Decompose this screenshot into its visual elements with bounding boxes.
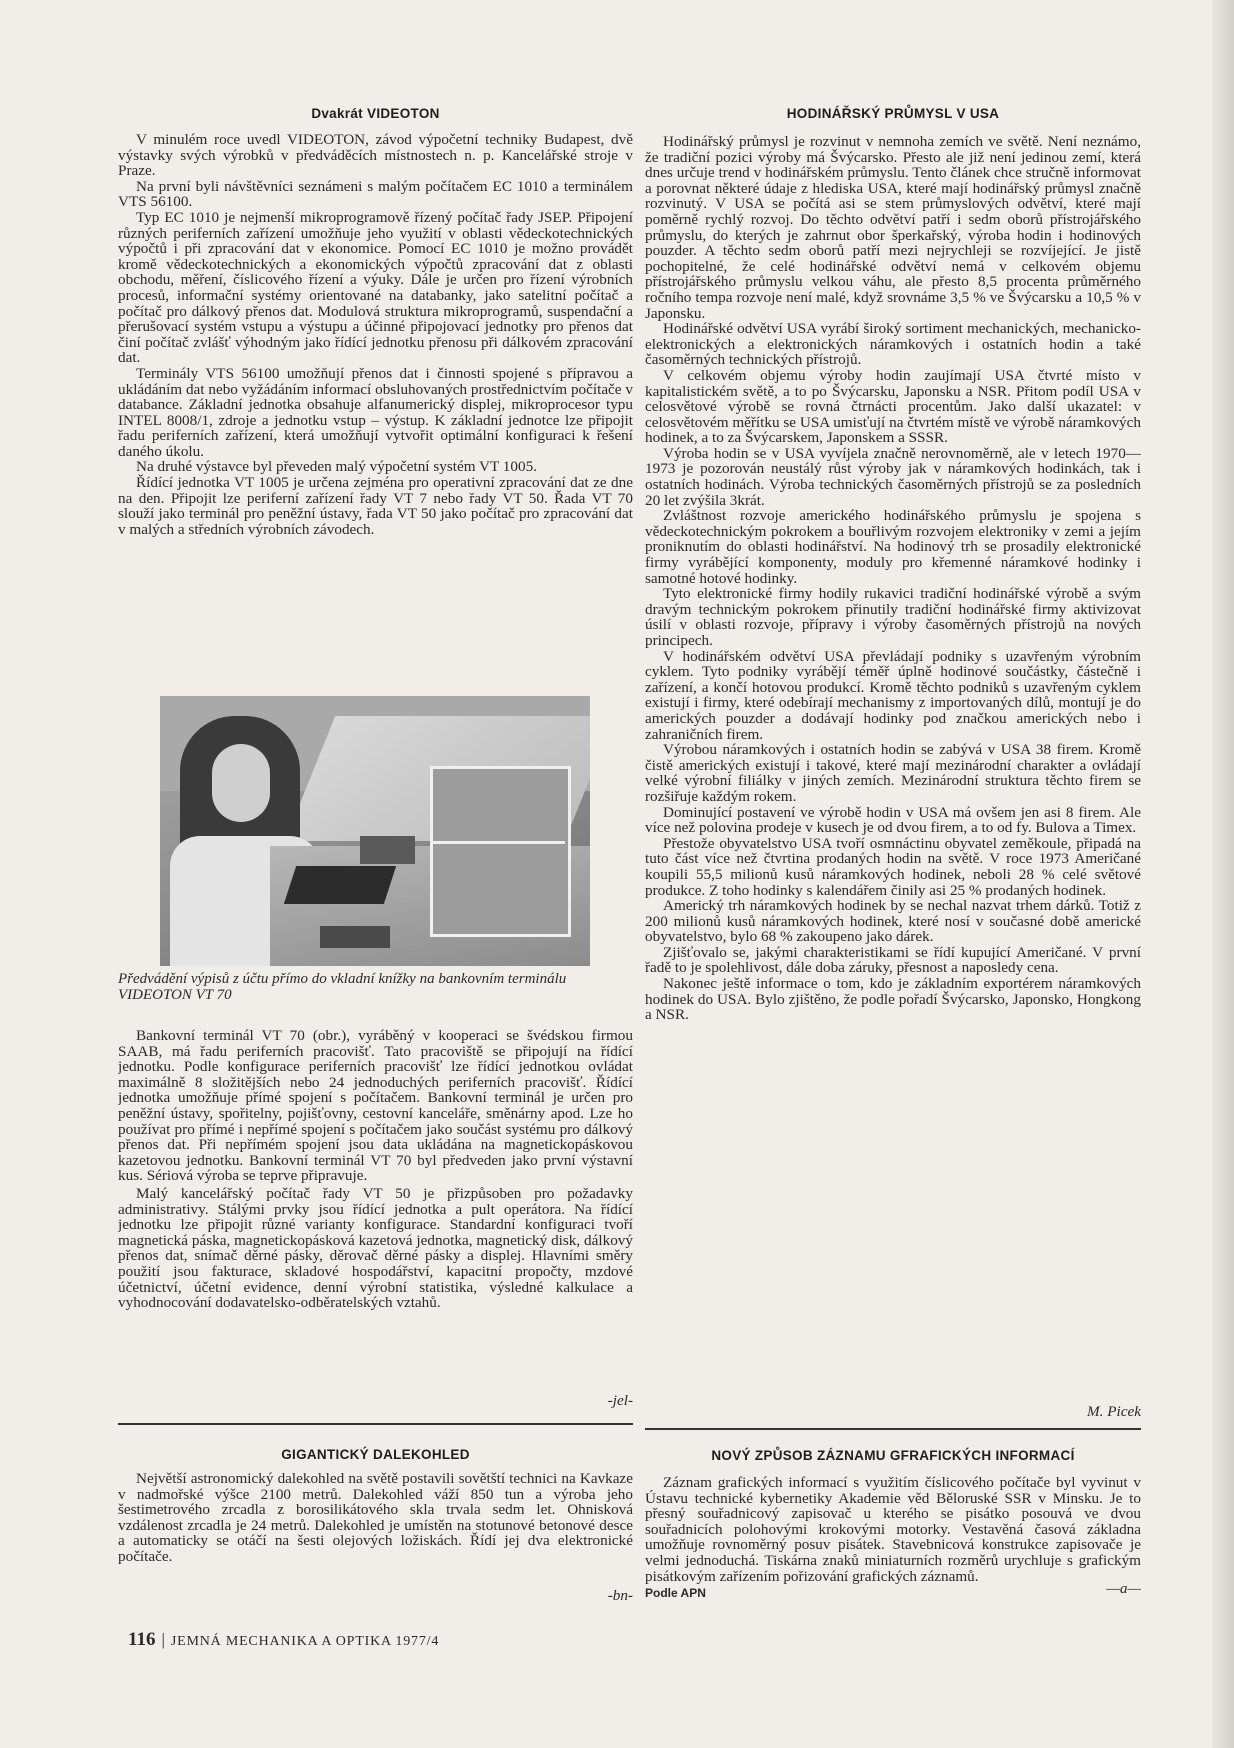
paragraph: Na druhé výstavce byl převeden malý výpočetní systém VT 1005.	[136, 458, 537, 476]
photo-caption: Předvádění výpisů z účtu přímo do vkladní knížky na bankovním terminálu VIDEOTON VT 70	[118, 971, 567, 1003]
paragraph: Hodinářský průmysl je rozvinut v nemnoha zemích ve světě. Není neznámo, že tradiční pozici výroby má Švýcarsko. Přesto ale již není jedinou zemí, která dnes určuje trend v hodinářském průmyslu. Tento článek chce stručně informovat a porovnat některé údaje z hlediska USA, které mají hodinářský průmysl značně rozvinutý. V USA se počítá asi se stem průmyslových odvětví, které mají poměrně rychlý rozvoj. Do těchto odvětví patří i sedm oborů přístrojářského průmyslu, do kterých je zahrnut obor šperkařský, výroba hodin i hodinových pouzder. A těchto sedm oborů patří mezi nejrychleji se rozvíjející. Je jistě pochopitelné, že celé hodinářské odvětví nemá v celkovém objemu přístrojářského průmyslu velkou váhu, ale přesto 8,5 procenta průměrného ročního tempa rozvoje není malé, když srovnáme 3,5 % ve Švýcarsku a 10,5 % v Japonsku.	[645, 134, 1141, 322]
paragraph: Malý kancelářský počítač řady VT 50 je přizpůsoben pro požadavky administrativy. Stálými prvky jsou řídící jednotka a pult operátora. Na řídící jednotku lze připojit různé varianty konfigurace. Standardní konfiguraci tvoří magnetická páska, magnetickopásková kazetová jednotka, magnetický disk, dálkový přenos dat, snímač děrné pásky, děrovač děrné pásky a displej. Hlavními směry použití jsou fakturace, skladové hospodářství, kapacitní propočty, mzdové účetnictví, účetní evidence, denní výrobní statistika, výsledné kalkulace a vyhodnocování dodavatelsko-odběratelských vztahů.	[118, 1186, 633, 1312]
source-note: Podle APN	[645, 1586, 706, 1600]
paragraph: Hodinářské odvětví USA vyrábí široký sortiment mechanických, mechanicko-elektronických a elektronických náramkových i ostatních hodin a také časoměrných technických přístrojů.	[645, 320, 1141, 369]
page-edge	[1212, 0, 1234, 1748]
article-title-telescope: GIGANTICKÝ DALEKOHLED	[281, 1447, 470, 1462]
signature: -bn-	[607, 1588, 633, 1604]
paragraph: Výroba hodin se v USA vyvíjela značně nerovnoměrně, ale v letech 1970—1973 je pozorován neustálý růst výroby jak v náramkových hodinkách, tak i ostatních hodinách. Výroba technických časoměrných přístrojů se za posledních 20 let zvýšila 3krát.	[645, 444, 1141, 509]
journal-name: JEMNÁ MECHANIKA A OPTIKA 1977/4	[170, 1634, 440, 1649]
paragraph: Řídící jednotka VT 1005 je určena zejména pro operativní zpracování dat ze dne na den. Připojit lze periferní zařízení řady VT 7 nebo řady VT 50. Řada VT 70 slouží jako terminál pro peněžní ústavy, řada VT 50 jako počítač pro zpracování dat v malých a středních výrobních závodech.	[118, 474, 633, 538]
article-title-videoton: Dvakrát VIDEOTON	[311, 106, 440, 121]
paragraph: Zvláštnost rozvoje amerického hodinářského průmyslu je spojena s vědeckotechnickým pokrokem a bouřlivým rozvojem elektroniky v zemi a jejím proniknutím do oblasti hodinářství. Na hodinový trh se prosadily elektronické firmy vyrábějící komponenty, moduly pro křemenné náramkové hodinky i samotné hotové hodinky.	[645, 507, 1141, 587]
paragraph: Dominující postavení ve výrobě hodin v USA má ovšem jen asi 8 firem. Ale více než polovina prodeje v kusech je od dvou firem, a to od fy. Bulova a Timex.	[645, 803, 1141, 837]
article-body-watch-industry	[645, 134, 1141, 1402]
photo-bank-terminal	[160, 696, 590, 966]
signature: —a—	[1106, 1581, 1141, 1597]
article-title-watch-industry: HODINÁŘSKÝ PRŮMYSL V USA	[786, 106, 1000, 121]
paragraph: Přestože obyvatelstvo USA tvoří osmnáctinu obyvatel zeměkoule, připadá na tuto část více než čtvrtina prodaných hodin na světě. V roce 1973 Američané koupili 55,5 milionů kusů náramkových hodinek, neboli 28 % celé světové produkce. Z toho hodinky s kalendářem činily asi 25 % prodaných hodinek.	[645, 834, 1141, 899]
signature: M. Picek	[1087, 1404, 1141, 1420]
paragraph: Největší astronomický dalekohled na světě postavili sovětští technici na Kavkaze v nadmořské výšce 2100 metrů. Dalekohled váží 850 tun a výroba jeho šestimetrového zrcadla z borosilikátového skla trvala sedm let. Ohnisková vzdálenost zrcadla je 24 metrů. Dalekohled je umístěn na stotunové betonové desce a automaticky se otáčí na šesti olejových ložiskách. Řídí jej dva elektronické počítače.	[118, 1471, 633, 1565]
paragraph: Terminály VTS 56100 umožňují přenos dat i činnosti spojené s přípravou a ukládáním dat nebo vyžádáním informací obsluhovaných prostřednictvím počítače v databance. Základní jednotka obsahuje alfanumerický displej, mikroprocesor typu INTEL 8008/1, zdroje a jednotku vstup – výstup. K základní jednotce lze připojit řadu periferních zařízení, která umožňují vytvořit optimální konfiguraci k řešení daného úkolu.	[118, 364, 633, 460]
paragraph: V hodinářském odvětví USA převládají podniky s uzavřeným výrobním cyklem. Tyto podniky vyrábějí téměř úplně hodinové součástky, částečně i zařízení, a končí hotovou produkcí. Kromě těchto podniků s uzavřeným cyklem existují i firmy, které odebírají mechanismy z importovaných dílů, montují je do amerických pouzder a dodávají hodinky pod značkou amerických nebo i zahraničních firem.	[645, 647, 1141, 743]
article-body-videoton	[118, 132, 633, 688]
article-body-videoton-cont	[118, 1028, 633, 1184]
paragraph: Výrobou náramkových i ostatních hodin se zabývá v USA 38 firem. Kromě čistě amerických existují i takové, které mají mezinárodní charakter a ovládají velké výrobní filiálky v jiných zemích. Mezinárodní struktura těchto firem se rozšiřuje každým rokem.	[645, 741, 1141, 805]
signature: -jel-	[607, 1393, 633, 1409]
paragraph: Typ EC 1010 je nejmenší mikroprogramově řízený počítač řady JSEP. Připojení různých periferních zařízení umožňuje jeho využití v oblasti vědeckotechnických výpočtů i při zpracování dat v ekonomice. Pomocí EC 1010 je možno provádět kromě vědeckotechnických a ekonomických výpočtů zpracování dat z oblasti obchodu, měření, číslicového řízení a výuky. Dále je určen pro řízení výrobních procesů, informační systémy orientované na databanky, jako satelitní počítač a počítač pro dálkový přenos dat. Modulová struktura mikroprogramů, suspendační a přerušovací systém vstupu a výstupu a účinné připojovací jednotky pro přenos dat činí počítač zvlášť výhodným jako řídící jednotku přenosu při dálkovém zpracování dat.	[118, 208, 633, 367]
article-body-videoton-cont2	[118, 1186, 633, 1356]
divider	[118, 1423, 633, 1425]
paragraph: Nakonec ještě informace o tom, kdo je základním exportérem náramkových hodinek do USA. Bylo zjištěno, že podle pořadí Švýcarsko, Japonsko, Hongkong a NSR.	[645, 975, 1141, 1024]
paragraph: Tyto elektronické firmy hodily rukavici tradiční hodinářské výrobě a svým dravým technickým pokrokem přinutily tradiční hodinářské firmy aktivizovat úsilí v oblasti rozvoje, přípravy i výroby časoměrných přístrojů na nových principech.	[645, 585, 1141, 649]
page-number: 116	[128, 1629, 156, 1650]
footer-separator: |	[161, 1630, 165, 1649]
paragraph: Zjišťovalo se, jakými charakteristikami se řídí kupující Američané. V první řadě to je spolehlivost, dále doba záruky, přesnost a naposledy cena.	[645, 943, 1141, 977]
page-footer	[128, 1629, 439, 1651]
paragraph: Americký trh náramkových hodinek by se nechal nazvat trhem dárků. Totiž z 200 milionů kusů náramkových hodinek, které nosí v současné době americké obyvatelstvo, bylo 68 % zakoupeno jako dárek.	[645, 897, 1141, 946]
paragraph: V minulém roce uvedl VIDEOTON, závod výpočetní techniky Budapest, dvě výstavky svých výrobků v předváděcích místnostech n. p. Kancelářské stroje v Praze.	[118, 132, 633, 180]
divider	[645, 1428, 1141, 1430]
article-title-graphic-recording: NOVÝ ZPŮSOB ZÁZNAMU GFRAFICKÝCH INFORMACÍ	[711, 1448, 1075, 1463]
paragraph: Na první byli návštěvníci seznámeni s malým počítačem EC 1010 a terminálem VTS 56100.	[118, 177, 633, 211]
paragraph: V celkovém objemu výroby hodin zaujímají USA čtvrté místo v kapitalistickém světě, a to po Švýcarsku, Japonsku a NSR. Přitom podíl USA v celosvětové výrobě se rovná čtrnácti procentům. Jako další ukazatel: v celosvětovém měřítku se USA umisťují na čtvrtém místě ve výrobě náramkových hodinek, a to za Švýcarskem, Japonskem a SSSR.	[645, 366, 1141, 447]
paragraph: Záznam grafických informací s využitím číslicového počítače byl vyvinut v Ústavu technické kybernetiky Akademie věd Běloruské SSR v Minsku. Je to přesný souřadnicový zapisovač u kterého se pisátko posouvá ve dvou souřadnicích polohovými krokovými motorky. Vestavěná časová základna umožňuje rovnoměrný posuv pisátek. Stavebnicová konstrukce zapisovače je velmi jednoduchá. Tiskárna znaků miniaturních rozměrů urychluje s grafickým pisátkovým zařízením pořizování grafických záznamů.	[645, 1475, 1141, 1585]
paragraph: Bankovní terminál VT 70 (obr.), vyráběný v kooperaci se švédskou firmou SAAB, má řadu periferních pracovišť. Tato pracoviště se připojují na řídící jednotku. Podle konfigurace periferních pracovišť lze řídící jednotkou ovládat maximálně 8 složitějších nebo 24 jednoduchých periferních pracovišť. Řídící jednotka umožňuje přímé spojení s počítačem. Bankovní terminál je určen pro peněžní ústavy, spořitelny, pojišťovny, cestovní kanceláře, směnárny apod. Lze ho používat pro přímé i nepřímé spojení s počítačem jako součást systému pro dálkový přenos dat. Při nepřímém spojení jsou data ukládána na magnetickopáskovou kazetovou jednotku. Bankovní terminál VT 70 byl předveden jako první výstavní kus. Sériová výroba se teprve připravuje.	[118, 1028, 633, 1184]
